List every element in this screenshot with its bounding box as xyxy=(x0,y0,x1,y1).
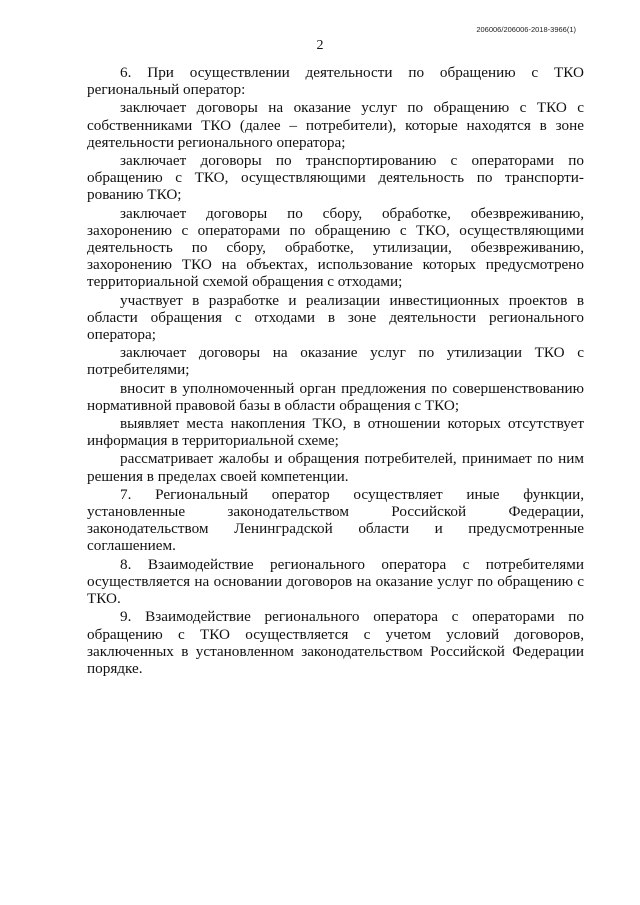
list-item-contracts-utilization: заключает договоры на оказание услуг по утилизации ТКО с потребителями; xyxy=(87,344,584,379)
list-item-complaints: рассматривает жалобы и обращения потребителей, принимает по ним решения в пределах своей компетенции. xyxy=(87,450,584,485)
list-item-contracts-transport: заключает договоры по транспортированию с операторами по обращению с ТКО, осуществляющими деятельность по транспорти-рованию ТКО; xyxy=(87,152,584,204)
paragraph-9: 9. Взаимодействие регионального оператора с операторами по обращению с ТКО осуществляется с учетом условий договоров, заключенных в установленном законодательством Российской Федерации порядке. xyxy=(87,608,584,677)
list-item-proposals: вносит в уполномоченный орган предложения по совершенствованию нормативной правовой базы в области обращения с ТКО; xyxy=(87,379,584,414)
paragraph-7: 7. Региональный оператор осуществляет иные функции, установленные законодательством Российской Федерации, законодательством Ленинградской области и предусмотренные соглашением. xyxy=(87,485,584,555)
list-item-contracts-collection: заключает договоры по сбору, обработке, обезвреживанию, захоронению с операторами по обращению с ТКО, осуществляющими деятельность по сбору, обработке, утилизации, обезвреживанию, захоронению ТКО на объектах, использование которых предусмотрено территориальной схемой обращения с отходами; xyxy=(87,204,584,291)
list-item-accumulation-sites: выявляет места накопления ТКО, в отношении которых отсутствует информация в территориальной схеме; xyxy=(87,415,584,450)
paragraph-6: 6. При осуществлении деятельности по обращению с ТКО региональный оператор: xyxy=(87,64,584,99)
paragraph-8: 8. Взаимодействие регионального оператора с потребителями осуществляется на основании договоров на оказание услуг по обращению с ТКО. xyxy=(87,555,584,608)
list-item-investment-projects: участвует в разработке и реализации инвестиционных проектов в области обращения с отходами в зоне деятельности регионального оператора; xyxy=(87,291,584,344)
document-body xyxy=(87,64,584,677)
document-code: 206006/206006-2018-3966(1) xyxy=(476,25,576,34)
page-number: 2 xyxy=(316,38,324,53)
list-item-contracts-services: заключает договоры на оказание услуг по обращению с ТКО с собственниками ТКО (далее – потребители), которые находятся в зоне деятельности регионального оператора; xyxy=(87,99,584,151)
